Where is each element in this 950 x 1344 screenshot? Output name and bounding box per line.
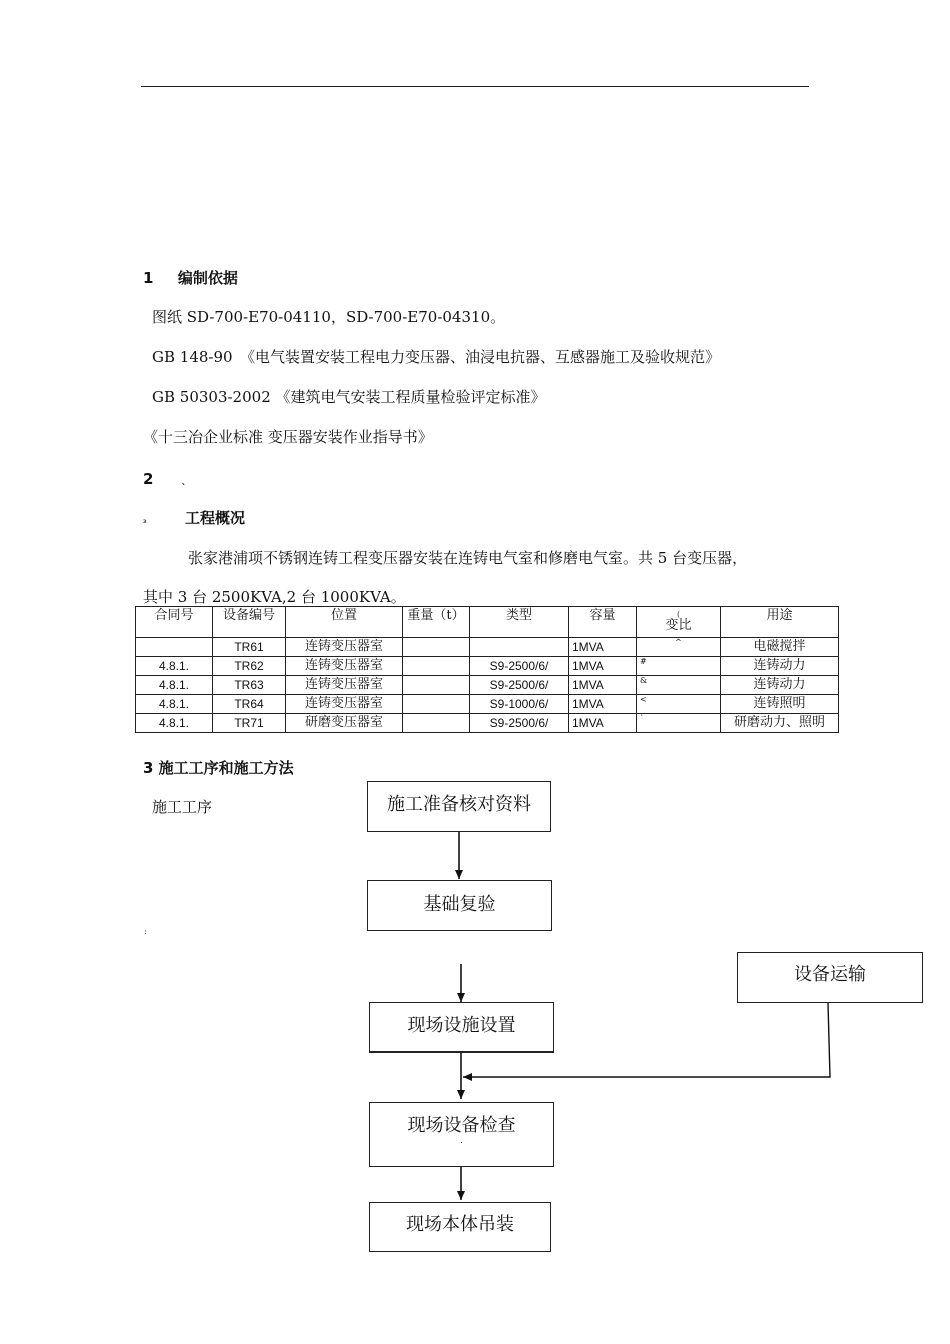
reference-drawings: 图纸 SD-700-E70-04110，SD-700-E70-04310。 bbox=[152, 308, 506, 326]
header-ratio-mark: ( bbox=[676, 610, 681, 619]
cell-equipment-id: TR64 bbox=[213, 695, 286, 714]
overview-paragraph-line1: 张家港浦项不锈钢连铸工程变压器安装在连铸电气室和修磨电气室。共 5 台变压器， bbox=[188, 549, 748, 567]
flow-step-inspection-mark: . bbox=[460, 1136, 463, 1145]
cell-capacity: 1MVA bbox=[569, 714, 637, 733]
flow-step-site-setup-label: 现场设施设置 bbox=[407, 1015, 516, 1036]
flow-step-hoisting-label: 现场本体吊装 bbox=[406, 1214, 514, 1235]
cell-capacity: 1MVA bbox=[569, 695, 637, 714]
flow-step-prepare-label: 施工准备核对资料 bbox=[387, 794, 531, 815]
overview-title: 工程概况 bbox=[184, 509, 245, 527]
process-subtitle: 施工工序 bbox=[152, 798, 213, 816]
header-ratio-label: 变比 bbox=[665, 618, 692, 633]
flow-step-site-setup bbox=[369, 1002, 554, 1053]
section2-mark: 、 bbox=[181, 477, 190, 486]
cell-location: 连铸变压器室 bbox=[286, 695, 403, 714]
cell-type: S9-2500/6/ bbox=[470, 657, 569, 676]
cell-ratio: & bbox=[637, 676, 721, 695]
flow-step-inspection-label: 现场设备检查 bbox=[407, 1115, 516, 1136]
cell-ratio: < bbox=[637, 695, 721, 714]
flow-step-transport bbox=[737, 952, 923, 1003]
flow-step-transport-label: 设备运输 bbox=[794, 964, 866, 985]
cell-use: 研磨动力、照明 bbox=[721, 714, 839, 733]
cell-location: 研磨变压器室 bbox=[286, 714, 403, 733]
reference-gb50303: GB 50303-2002 《建筑电气安装工程质量检验评定标准》 bbox=[152, 388, 546, 406]
cell-equipment-id: TR62 bbox=[213, 657, 286, 676]
reference-gb148: GB 148-90 《电气装置安装工程电力变压器、油浸电抗器、互感器施工及验收规范》 bbox=[152, 348, 721, 366]
flow-step-inspection bbox=[369, 1102, 554, 1167]
section1-title: 编制依据 bbox=[177, 269, 238, 287]
flow-step-hoisting bbox=[369, 1202, 551, 1252]
cell-ratio: # bbox=[637, 657, 721, 676]
cell-equipment-id: TR71 bbox=[213, 714, 286, 733]
cell-equipment-id: TR63 bbox=[213, 676, 286, 695]
header-type: 类型 bbox=[470, 607, 569, 638]
section3-heading: 3 施工工序和施工方法 bbox=[143, 759, 294, 777]
cell-equipment-id: TR61 bbox=[213, 638, 286, 657]
cell-location: 连铸变压器室 bbox=[286, 676, 403, 695]
cell-ratio: ^ bbox=[637, 638, 721, 657]
cell-type: S9-2500/6/ bbox=[470, 676, 569, 695]
header-weight: 重量（t） bbox=[403, 607, 470, 638]
cell-capacity: 1MVA bbox=[569, 676, 637, 695]
overview-mark: ₃ bbox=[143, 516, 147, 525]
reference-enterprise-standard: 《十三冶企业标准 变压器安装作业指导书》 bbox=[143, 428, 433, 446]
cell-use: 连铸动力 bbox=[721, 657, 839, 676]
flow-step-foundation bbox=[367, 880, 552, 931]
cell-location: 连铸变压器室 bbox=[286, 638, 403, 657]
cell-contract: 4.8.1. bbox=[136, 714, 213, 733]
cell-type: S9-1000/6/ bbox=[470, 695, 569, 714]
cell-use: 电磁搅拌 bbox=[721, 638, 839, 657]
cell-capacity: 1MVA bbox=[569, 638, 637, 657]
overview-paragraph-line2: 其中 3 台 2500KVA,2 台 1000KVA。 bbox=[143, 588, 406, 606]
header-equipment-id: 设备编号 bbox=[213, 607, 286, 638]
cell-use: 连铸动力 bbox=[721, 676, 839, 695]
section1-number: 1 bbox=[143, 269, 154, 287]
cell-location: 连铸变压器室 bbox=[286, 657, 403, 676]
cell-use: 连铸照明 bbox=[721, 695, 839, 714]
cell-contract: 4.8.1. bbox=[136, 657, 213, 676]
cell-contract: 4.8.1. bbox=[136, 676, 213, 695]
header-contract: 合同号 bbox=[136, 607, 213, 638]
flow-step-foundation-label: 基础复验 bbox=[423, 894, 496, 915]
cell-capacity: 1MVA bbox=[569, 657, 637, 676]
cell-contract: 4.8.1. bbox=[136, 695, 213, 714]
header-capacity: 容量 bbox=[569, 607, 637, 638]
header-location: 位置 bbox=[286, 607, 403, 638]
side-mark: : bbox=[144, 927, 147, 936]
section2-number: 2 bbox=[143, 470, 154, 488]
cell-type: S9-2500/6/ bbox=[470, 714, 569, 733]
header-use: 用途 bbox=[721, 607, 839, 638]
flow-step-prepare bbox=[367, 781, 551, 832]
cell-ratio: ` bbox=[637, 714, 721, 733]
